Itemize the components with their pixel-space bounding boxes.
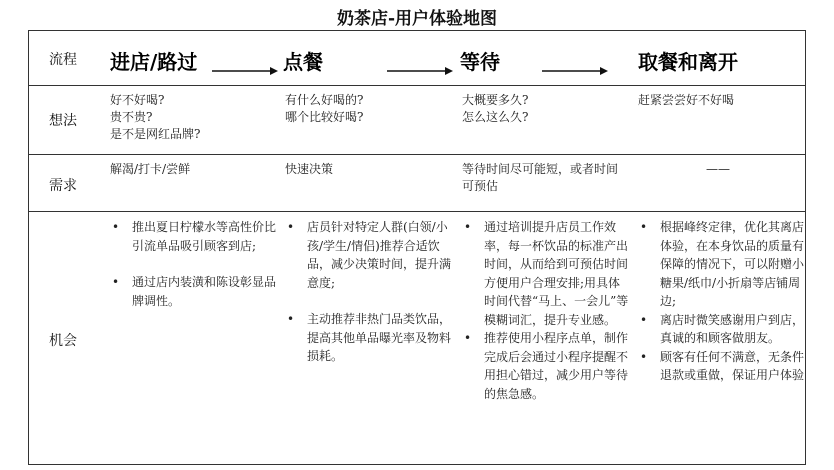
needs-enter: 解渴/打卡/尝鲜 xyxy=(110,162,191,176)
row-label-opportunities: 机会 xyxy=(49,333,77,349)
row-divider xyxy=(28,211,806,212)
list-item: • 通过店内装潢和陈设彰显品牌调性。 xyxy=(110,273,280,310)
needs-wait: 等待时间尽可能短，或者时间可预估 xyxy=(462,162,619,193)
stage-pickup-leave: 取餐和离开 xyxy=(638,50,738,74)
row-divider xyxy=(28,154,806,155)
row-divider xyxy=(28,85,806,86)
thoughts-order: 有什么好喝的? 哪个比较好喝? xyxy=(285,93,364,124)
opportunities-enter xyxy=(110,218,280,310)
list-item: • 推出夏日柠檬水等高性价比引流单品吸引顾客到店; xyxy=(110,218,280,255)
thoughts-pickup: 赶紧尝尝好不好喝 xyxy=(638,93,735,107)
opportunities-pickup xyxy=(638,218,804,385)
stage-enter: 进店/路过 xyxy=(110,50,198,74)
stage-arrow-1 xyxy=(212,66,278,76)
opportunities-order xyxy=(285,218,455,366)
row-label-process: 流程 xyxy=(49,52,77,68)
stage-order: 点餐 xyxy=(283,50,323,74)
list-item: • 顾客有任何不满意，无条件退款或重做，保证用户体验 xyxy=(638,348,804,385)
stage-arrow-2 xyxy=(387,66,453,76)
thoughts-enter: 好不好喝? 贵不贵? 是不是网红品牌? xyxy=(110,93,201,141)
needs-pickup: —— xyxy=(706,162,730,176)
opportunities-wait xyxy=(462,218,632,403)
row-label-thoughts: 想法 xyxy=(49,113,77,129)
stage-arrow-3 xyxy=(542,66,608,76)
stage-wait: 等待 xyxy=(460,50,500,74)
list-item: • 主动推荐非热门品类饮品，提高其他单品曝光率及物料损耗。 xyxy=(285,310,455,366)
thoughts-wait: 大概要多久? 怎么这么久? xyxy=(462,93,529,124)
needs-order: 快速决策 xyxy=(285,162,334,176)
row-label-needs: 需求 xyxy=(49,178,77,194)
list-item: • 店员针对特定人群(白领/小孩/学生/情侣)推荐合适饮品，减少决策时间，提升满意度; xyxy=(285,218,455,292)
diagram-title: 奶茶店-用户体验地图 xyxy=(336,9,498,29)
list-item: • 离店时微笑感谢用户到店，真诚的和顾客做朋友。 xyxy=(638,311,804,348)
list-item: • 根据峰终定律，优化其离店体验，在本身饮品的质量有保障的情况下，可以附赠小糖果/纸巾/小折扇等店铺周边; xyxy=(638,218,804,311)
list-item: • 通过培训提升店员工作效率，每一杯饮品的标准产出时间，从而给到可预估时间方便用户合理安排;用具体时间代替“马上、一会儿”等模糊词汇，提升专业感。 xyxy=(462,218,632,329)
list-item: • 推荐使用小程序点单，制作完成后会通过小程序提醒不用担心错过，减少用户等待的焦急感。 xyxy=(462,329,632,403)
